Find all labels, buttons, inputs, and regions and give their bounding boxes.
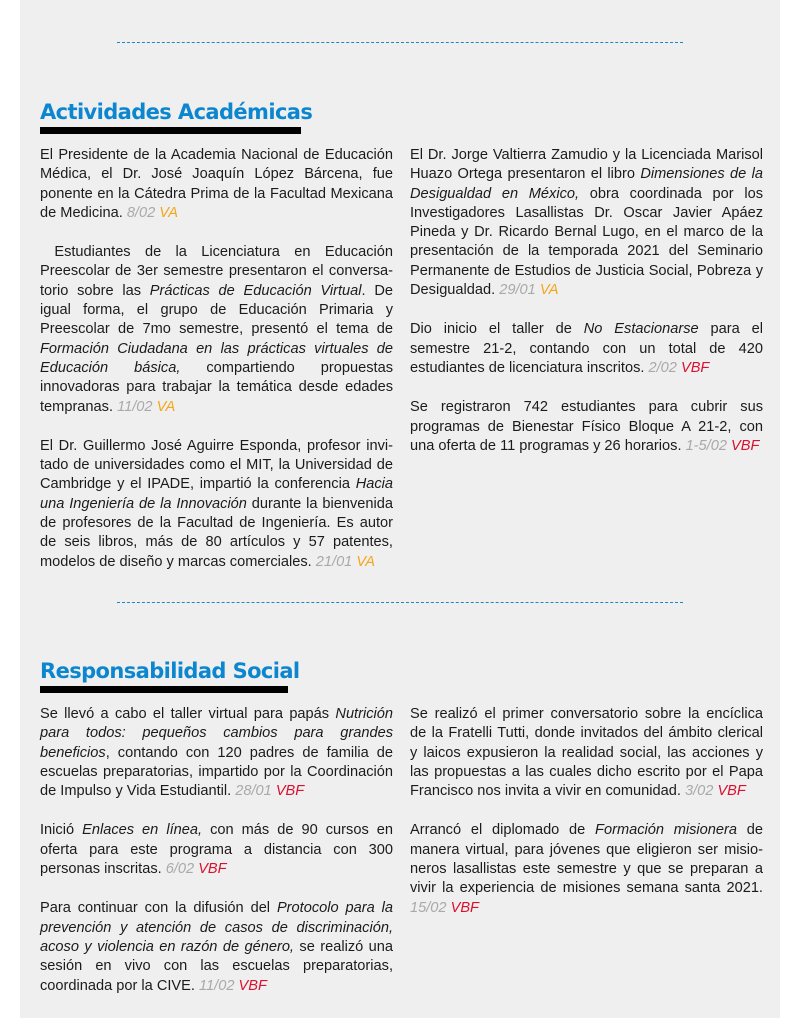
news-source-tag: VBF [198,861,227,878]
news-date: 29/01 [499,282,536,299]
section-1-right-column [410,705,763,938]
news-source-tag: VBF [275,783,305,800]
section-title-underline [40,686,288,693]
news-source-tag: VBF [717,783,746,800]
news-date: 28/01 [235,783,272,800]
body-text: . De igual forma, el grupo de Educación Primaria y Preescolar de 7mo semestre, presentó el tema de [40,282,394,338]
news-date: 6/02 [165,861,195,878]
body-text: Arrancó el diplomado de [410,822,596,839]
body-text: Se realizó el primer conversatorio sobre la encíclica de la Fratelli Tutti, donde invitados del ámbito clerical y laicos expusieron la realidad social, las acciones y las propuestas a las cuales dicho escrito por el Papa Francisco nos invita a vivir en comunidad. [410,706,763,800]
italic-title-text: Enlaces en línea, [82,822,203,839]
body-text: para el semestre 21-2, contando con un total de 420 estudiantes de licenciatura inscritos. [410,321,763,376]
news-date: 15/02 [410,899,447,916]
body-text: Inició [40,822,83,839]
italic-title-text: Protocolo para la prevención y atención de casos de discriminación, acoso y violencia en razón de género, [40,900,393,955]
section-divider [117,602,683,603]
body-text: El Presidente de la Academia Nacional de Educación Médica, el Dr. José Joaquín López Bárcena, fue ponente en la Cátedra Prima de la Facultad Mexicana de Medicina. [40,147,393,221]
news-item [40,243,393,417]
italic-title-text: Nutrición para todos: pequeños cambios para grandes beneficios [40,706,393,761]
news-date: 2/02 [648,359,677,376]
section-1-left-column [40,705,393,1016]
body-text: Para continuar con la difusión del [40,900,277,917]
italic-title-text: Prácticas de Educación Virtual [149,282,362,299]
news-item [40,821,393,879]
news-item [410,320,763,378]
body-text: Dio inicio el taller de [410,321,584,338]
body-text: compartiendo propuestas innovadoras para trabajar la temática desde edades tempranas. [40,359,393,415]
news-item [410,705,763,801]
italic-title-text: Hacia una Ingeniería de la Innovación [40,476,393,512]
section-title-actividades-academicas: Actividades Académicas [40,100,313,124]
body-text: El Dr. Guillermo José Aguirre Esponda, profesor invi-tado de universidades como el MIT, la Universidad de Cambridge y el IPADE, impartió la conferencia [40,437,393,493]
body-text: Estudiantes de la Licenciatura en Educación Preescolar de 3er semestre presentaron el conversa-torio sobre las [40,244,393,299]
body-text: Se registraron 742 estudiantes para cubrir sus programas de Bienestar Físico Bloque A 21-2, con una oferta de 11 programas y 26 horarios. [410,399,763,454]
italic-title-text: No Estacionarse [583,321,699,338]
news-date: 1-5/02 [685,437,727,454]
news-source-tag: VBF [238,977,267,994]
news-item [40,705,393,801]
body-text: , contando con 120 padres de familia de escuelas preparatorias, impartido por la Coordinación de Impulso y Vida Estudiantil. [40,744,393,800]
body-text: durante la bienvenida de profesores de la Facultad de Ingeniería. Es autor de seis libros, más de 80 artículos y 57 patentes, modelos de diseño y marcas comerciales. [40,495,393,570]
body-text: de manera virtual, para jóvenes que eligieron ser misio-neros lasallistas este semestre y que se preparan a vivir la experiencia de misiones semana santa 2021. [410,822,763,897]
news-date: 11/02 [199,977,235,994]
news-source-tag: VBF [731,437,760,454]
italic-title-text: Formación misionera [595,822,737,839]
news-item [410,398,763,456]
news-source-tag: VBF [450,899,479,916]
news-source-tag: VA [156,398,176,415]
news-item [40,437,393,572]
section-0-left-column [40,146,393,592]
news-date: 8/02 [126,204,156,221]
body-text: Se llevó a cabo el taller virtual para papás [40,706,336,722]
news-item [410,821,763,917]
news-item [40,899,393,995]
italic-title-text: Formación Ciudadana en las prácticas virtuales de Educación básica, [40,340,393,376]
section-title-responsabilidad-social: Responsabilidad Social [40,659,300,683]
news-date: 11/02 [117,398,153,415]
section-divider [117,42,683,43]
news-date: 3/02 [684,783,714,800]
body-text: El Dr. Jorge Valtierra Zamudio y la Licenciada Marisol Huazo Ortega presentaron el libro [410,147,763,183]
section-title-underline [40,127,301,134]
news-date: 21/01 [315,553,353,570]
body-text: se realizó una sesión en vivo con las escuelas preparatorias, coordinada por la CIVE. [40,938,393,994]
section-0-right-column [410,146,763,476]
italic-title-text: Dimensiones de la Desigualdad en México, [410,166,763,202]
news-item [40,146,393,223]
news-source-tag: VA [159,204,178,221]
body-text: con más de 90 cursos en oferta para este programa a distancia con 300 personas inscritas. [40,822,394,878]
news-source-tag: VA [539,282,559,299]
news-source-tag: VA [356,553,376,570]
news-item [410,146,763,300]
news-source-tag: VBF [680,359,710,376]
body-text: obra coordinada por los Investigadores Lasallistas Dr. Oscar Javier Apáez Pineda y Dr. Ricardo Bernal Lugo, en el marco de la presentación de la temporada 2021 del Seminario Permanente de Estudios de Justicia Social, Pobreza y Desigualdad. [410,185,763,299]
